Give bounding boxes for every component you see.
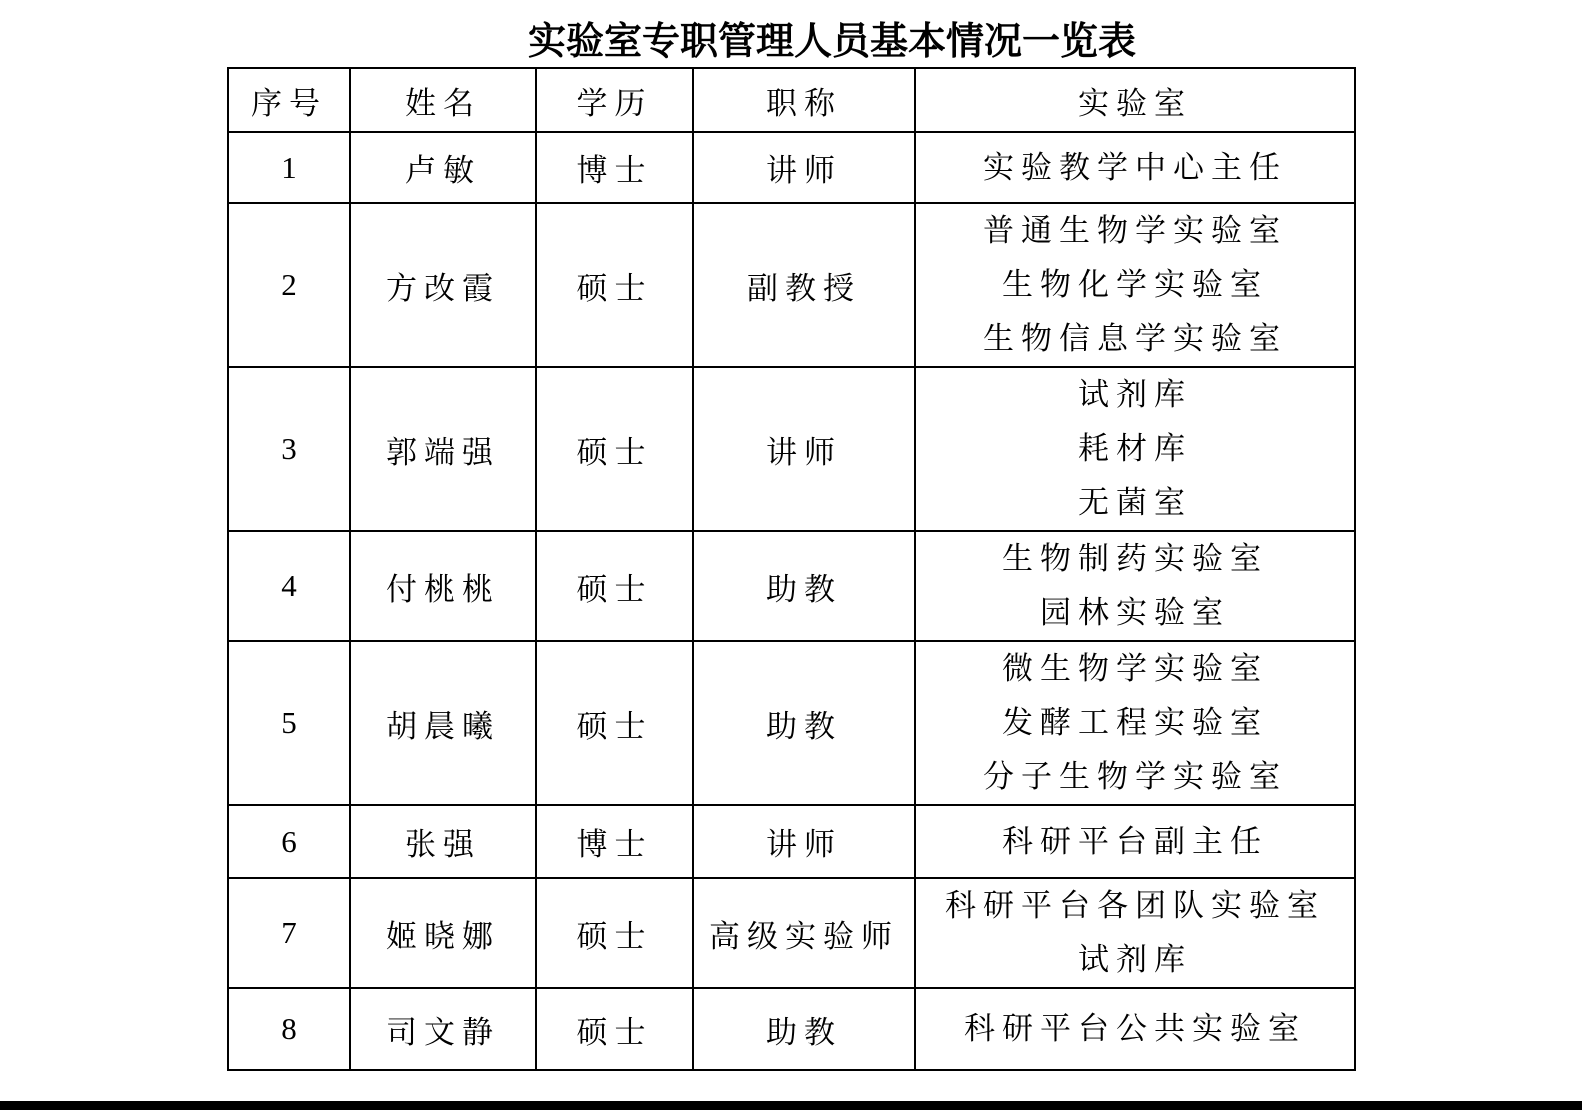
page-bottom-bar bbox=[0, 1101, 1582, 1110]
column-header-position: 职称 bbox=[693, 68, 915, 132]
personnel-table bbox=[227, 67, 1356, 1071]
cell-position: 副教授 bbox=[693, 203, 915, 367]
cell-no: 1 bbox=[228, 132, 350, 203]
laboratory-line: 实验教学中心主任 bbox=[983, 149, 1287, 185]
cell-degree: 硕士 bbox=[536, 641, 693, 805]
cell-name: 方改霞 bbox=[350, 203, 536, 367]
table-row bbox=[228, 805, 1355, 878]
cell-degree: 博士 bbox=[536, 132, 693, 203]
cell-laboratory bbox=[915, 988, 1355, 1070]
laboratory-line: 生物信息学实验室 bbox=[983, 321, 1287, 356]
cell-degree: 硕士 bbox=[536, 531, 693, 641]
cell-name: 付桃桃 bbox=[350, 531, 536, 641]
laboratory-line: 普通生物学实验室 bbox=[983, 213, 1287, 248]
laboratory-line: 分子生物学实验室 bbox=[983, 759, 1287, 794]
cell-position: 讲师 bbox=[693, 132, 915, 203]
column-header-name: 姓名 bbox=[350, 68, 536, 132]
cell-no: 2 bbox=[228, 203, 350, 367]
cell-name: 张强 bbox=[350, 805, 536, 878]
cell-laboratory bbox=[915, 132, 1355, 203]
table-row bbox=[228, 531, 1355, 641]
cell-position: 高级实验师 bbox=[693, 878, 915, 988]
table-row bbox=[228, 203, 1355, 367]
cell-laboratory bbox=[915, 367, 1355, 531]
table-row bbox=[228, 878, 1355, 988]
cell-laboratory bbox=[915, 805, 1355, 878]
cell-position: 助教 bbox=[693, 531, 915, 641]
cell-degree: 硕士 bbox=[536, 878, 693, 988]
column-header-no: 序号 bbox=[228, 68, 350, 132]
laboratory-line: 无菌室 bbox=[1078, 485, 1192, 520]
table-row bbox=[228, 132, 1355, 203]
cell-no: 3 bbox=[228, 367, 350, 531]
laboratory-line: 生物化学实验室 bbox=[1002, 267, 1268, 302]
table-row bbox=[228, 641, 1355, 805]
table-row bbox=[228, 988, 1355, 1070]
cell-position: 助教 bbox=[693, 641, 915, 805]
laboratory-line: 科研平台公共实验室 bbox=[964, 1011, 1306, 1046]
laboratory-line: 园林实验室 bbox=[1040, 595, 1230, 630]
laboratory-line: 试剂库 bbox=[1078, 377, 1192, 412]
cell-degree: 硕士 bbox=[536, 203, 693, 367]
cell-laboratory bbox=[915, 641, 1355, 805]
table-header-row bbox=[228, 68, 1355, 132]
cell-no: 8 bbox=[228, 988, 350, 1070]
laboratory-line: 科研平台各团队实验室 bbox=[945, 888, 1325, 923]
cell-no: 4 bbox=[228, 531, 350, 641]
cell-no: 5 bbox=[228, 641, 350, 805]
cell-no: 6 bbox=[228, 805, 350, 878]
laboratory-line: 微生物学实验室 bbox=[1002, 651, 1268, 686]
cell-degree: 博士 bbox=[536, 805, 693, 878]
table-row bbox=[228, 367, 1355, 531]
cell-name: 卢敏 bbox=[350, 132, 536, 203]
laboratory-line: 耗材库 bbox=[1078, 431, 1192, 466]
cell-position: 讲师 bbox=[693, 367, 915, 531]
laboratory-line: 试剂库 bbox=[1078, 942, 1192, 977]
cell-laboratory bbox=[915, 878, 1355, 988]
laboratory-line: 发酵工程实验室 bbox=[1002, 705, 1268, 740]
cell-name: 姬晓娜 bbox=[350, 878, 536, 988]
cell-no: 7 bbox=[228, 878, 350, 988]
cell-degree: 硕士 bbox=[536, 988, 693, 1070]
cell-position: 助教 bbox=[693, 988, 915, 1070]
table-body bbox=[228, 132, 1355, 1070]
cell-name: 司文静 bbox=[350, 988, 536, 1070]
cell-degree: 硕士 bbox=[536, 367, 693, 531]
column-header-degree: 学历 bbox=[536, 68, 693, 132]
laboratory-line: 科研平台副主任 bbox=[1002, 823, 1268, 859]
laboratory-line: 生物制药实验室 bbox=[1002, 541, 1268, 576]
page-title: 实验室专职管理人员基本情况一览表 bbox=[528, 21, 1137, 63]
cell-laboratory bbox=[915, 531, 1355, 641]
column-header-laboratory: 实验室 bbox=[915, 68, 1355, 132]
cell-name: 郭端强 bbox=[350, 367, 536, 531]
cell-name: 胡晨曦 bbox=[350, 641, 536, 805]
cell-position: 讲师 bbox=[693, 805, 915, 878]
cell-laboratory bbox=[915, 203, 1355, 367]
